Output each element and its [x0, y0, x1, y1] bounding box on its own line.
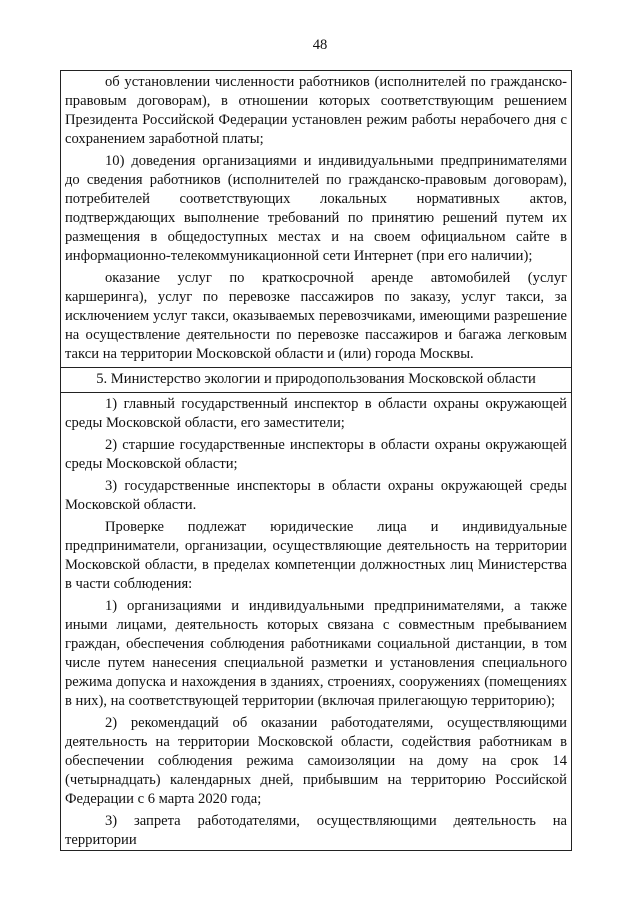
list-item: 1) организациями и индивидуальными предпринимателями, а также иными лицами, деятельность которых связана с совместным пребыванием граждан, обеспечения соблюдения работниками социальной дистанции, в том числе путем нанесения специальной разметки и установления специального режима допуска и нахождения в зданиях, строениях, сооружениях (помещениях в них), на соответствующей территории (включая прилегающую территорию);: [65, 598, 567, 709]
table-row: [61, 71, 572, 368]
paragraph: 10) доведения организациями и индивидуальными предпринимателями до сведения работников (исполнителей по гражданско-правовым договорам), потребителей соответствующих локальных нормативных актов, подтверждающих выполнение требований по принятию решений путем их размещения в общедоступных местах и на своем официальном сайте в информационно-телекоммуникационной сети Интернет (при его наличии);: [65, 153, 567, 264]
table-cell-section-body: [61, 393, 572, 851]
table-row: [61, 393, 572, 851]
paragraph: Проверке подлежат юридические лица и индивидуальные предприниматели, организации, осуществляющие деятельность на территории Московской области, в пределах компетенции должностных лиц Министерства в части соблюдения:: [65, 519, 567, 592]
list-item: 3) запрета работодателями, осуществляющими деятельность на территории: [65, 813, 567, 848]
list-item: 3) государственные инспекторы в области охраны окружающей среды Московской области.: [65, 478, 567, 513]
page-number: 48: [312, 37, 328, 53]
document-table: [60, 70, 572, 851]
paragraph: оказание услуг по краткосрочной аренде автомобилей (услуг каршеринга), услуг по перевозке пассажиров по заказу, услуг такси, за исключением услуг такси, оказываемых перевозчиками, имеющими разрешение на осуществление деятельности по перевозке пассажиров и багажа легковым такси на территории Московской области и (или) города Москвы.: [65, 270, 567, 362]
table-row: [61, 368, 572, 393]
paragraph: об установлении численности работников (исполнителей по гражданско-правовым договорам), в отношении которых соответствующим решением Президента Российской Федерации установлен режим работы нерабочего дня с сохранением заработной платы;: [65, 74, 567, 147]
list-item: 1) главный государственный инспектор в области охраны окружающей среды Московской области, его заместители;: [65, 396, 567, 431]
table-cell-continuation: [61, 71, 572, 368]
list-item: 2) рекомендаций об оказании работодателями, осуществляющими деятельность на территории Московской области, содействия работникам в обеспечении соблюдения режима самоизоляции на дому на срок 14 (четырнадцать) календарных дней, прибывшим на территорию Российской Федерации с 6 марта 2020 года;: [65, 715, 567, 807]
section-heading: 5. Министерство экологии и природопользования Московской области: [61, 368, 572, 393]
list-item: 2) старшие государственные инспекторы в области охраны окружающей среды Московской области;: [65, 437, 567, 472]
